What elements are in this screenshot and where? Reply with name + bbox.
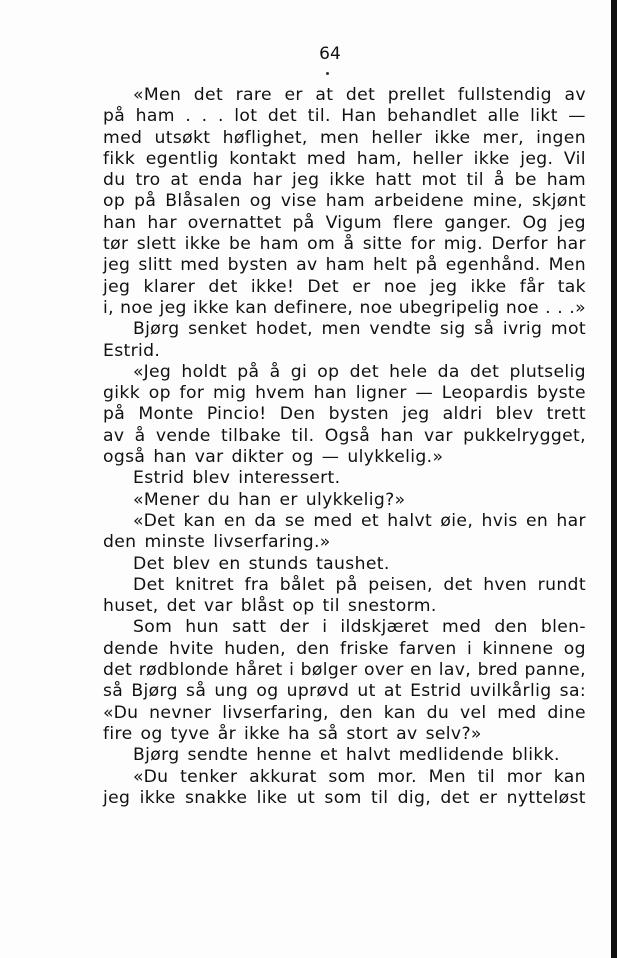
text-line: den minste livserfaring.» [103, 532, 331, 553]
text-line: med utsøkt høflighet, men heller ikke mer, ingen [103, 127, 586, 148]
page-number: 64 [319, 44, 341, 64]
text-line: Det knitret fra bålet på peisen, det hven rundt [133, 574, 586, 595]
page-edge [611, 0, 617, 958]
text-line: det rødblonde håret i bølger over en lav, bred panne, [103, 660, 586, 681]
text-line: gikk op for mig hvem han ligner — Leopardis byste [103, 383, 586, 404]
text-line: Estrid. [103, 340, 161, 361]
print-dot [326, 72, 329, 75]
text-line: Som hun satt der i ildskjæret med den blen- [133, 617, 586, 638]
text-line: Det blev en stunds taushet. [133, 553, 390, 574]
text-line: Bjørg senket hodet, men vendte sig så ivrig mot [133, 319, 586, 340]
text-line: «Det kan en da se med et halvt øie, hvis en har [133, 510, 586, 531]
text-line: også han var dikter og — ulykkelig.» [103, 447, 444, 468]
text-line: Bjørg sendte henne et halvt medlidende blikk. [133, 745, 560, 766]
body-text [103, 85, 586, 809]
text-line: på Monte Pincio! Den bysten jeg aldri blev trett [103, 404, 586, 425]
text-line: huset, det var blåst op til snestorm. [103, 596, 437, 617]
text-line: «Du nevner livserfaring, den kan du vel med dine [103, 702, 586, 723]
text-line: jeg ikke snakke like ut som til dig, det er nytteløst [103, 787, 586, 808]
text-line: så Bjørg så ung og uprøvd ut at Estrid uvilkårlig sa: [103, 681, 586, 702]
text-line: fikk egentlig kontakt med ham, heller ikke jeg. Vil [103, 148, 586, 169]
text-line: op på Blåsalen og vise ham arbeidene mine, skjønt [103, 191, 586, 212]
text-line: på ham . . . lot det til. Han behandlet alle likt — [103, 106, 586, 127]
text-line: «Jeg holdt på å gi op det hele da det plutselig [133, 361, 586, 382]
text-line: «Du tenker akkurat som mor. Men til mor kan [133, 766, 586, 787]
text-line: Estrid blev interessert. [133, 468, 341, 489]
text-line: av å vende tilbake til. Også han var pukkelrygget, [103, 425, 586, 446]
text-line: fire og tyve år ikke ha så stort av selv?» [103, 723, 482, 744]
text-line: tør slett ikke be ham om å sitte for mig. Derfor har [103, 234, 586, 255]
text-line: jeg slitt med bysten av ham helt på egenhånd. Men [103, 255, 586, 276]
text-line: «Men det rare er at det prellet fullstendig av [133, 85, 586, 105]
text-line: «Mener du han er ulykkelig?» [133, 489, 406, 510]
text-line: han har overnattet på Vigum flere ganger. Og jeg [103, 212, 586, 233]
text-line: du tro at enda har jeg ikke hatt mot til å be ham [103, 170, 586, 191]
text-line: dende hvite huden, den friske farven i kinnene og [103, 638, 586, 659]
text-line: i, noe jeg ikke kan definere, noe ubegripelig noe . . .» [103, 297, 586, 318]
text-line: jeg klarer det ikke! Det er noe jeg ikke får tak [103, 276, 586, 297]
